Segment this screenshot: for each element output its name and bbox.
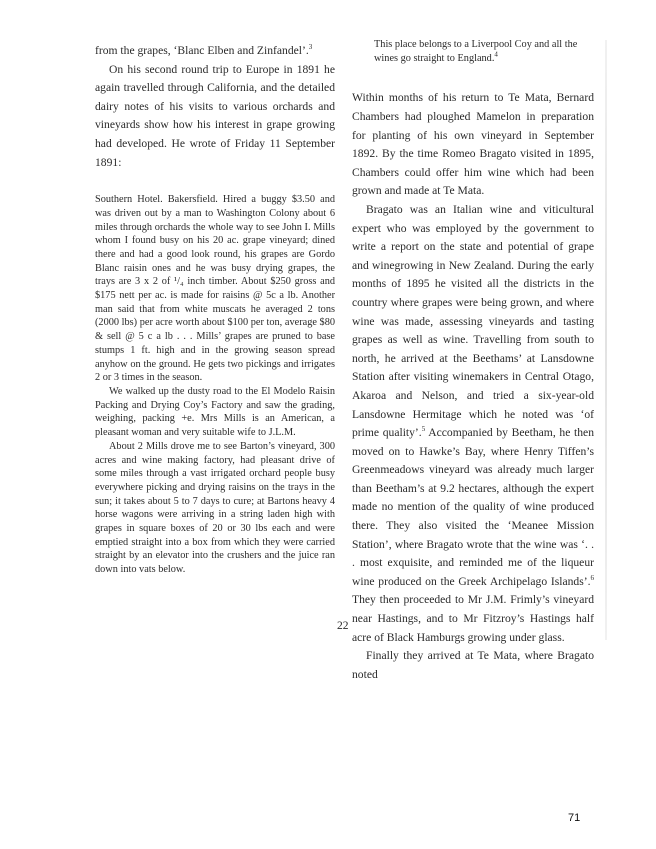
paragraph-text: Bragato was an Italian wine and viticultural expert who was employed by the government to write a report on the state and potential of grape and winegrowing in New Zealand. During the early months of 1895 he visited all the districts in the country where grapes were being grown, and where wine was made, assessing vineyards and tasting grapes as well as wine. Travelling from south to north, he arrived at the Beethams’ at Lansdowne Station after visiting winemakers in Central Otago, Akaroa and Nelson, and tried a six-year-old Lansdowne Hermitage which he noted was ‘of prime quality’. [352,202,594,440]
footnote-marker: 6 [590,573,594,582]
paragraph-finally: Finally they arrived at Te Mata, where Bragato noted [352,649,594,681]
left-column [95,42,335,577]
footnote-marker: 5 [421,425,426,434]
quote-text: This place belongs to a Liverpool Coy and all the wines go straight to England. [374,39,578,64]
diary-quote-liverpool [352,38,594,65]
paragraph-text: They then proceeded to Mr J.M. Frimly’s vineyard near Hastings, and to Mr Fitzroy’s Hastings half acre of Black Hamburgs growing under glass. [352,593,594,644]
paragraph-te-mata: Within months of his return to Te Mata, Bernard Chambers had ploughed Mamelon in preparation for planting of his own vineyard in September 1892. By the time Romeo Bragato visited in 1895, Chambers could offer him wine which had been grown and made at Te Mata. [352,91,594,198]
diary-quote-bartons: About 2 Mills drove me to see Barton’s vineyard, 300 acres and wine making factory, had pleasant drive of some miles through a vast irrigated orchard people busy everywhere picking and drying raisins on the trays in the sun; it takes about 5 to 7 days to cure; at Bartons heavy 4 horse wagons were arriving in a string laden high with grapes in square boxes of 20 or 30 lbs each and were emptied straight into a box from which they were carried straight by an elevator into the crushers and the juice ran down into vats below. [95,440,335,576]
paragraph-continuation [95,42,335,61]
paragraph-text: Accompanied by Beetham, he then moved on to Hawke’s Bay, where Henry Tiffen’s Greenmeadows vineyard was already much larger than Beetham’s at 9.2 hectares, although the expert made no mention of the quality of wine produced there. They also visited the ‘Meanee Mission Station’, where Bragato wrote that the wine was ‘. . . most exquisite, and reminded me of the liqueur wine produced on the Greek Archipelago Islands’. [352,426,594,588]
paragraph-second-trip: On his second round trip to Europe in 1891 he again travelled through California, and the detailed dairy notes of his visits to various orchards and vineyards show how his interest in grape growing had developed. He wrote of Friday 11 September 1891: [95,62,335,169]
paragraph-bragato [352,201,594,647]
scan-edge-shadow [605,40,607,640]
diary-quote-hotel: Southern Hotel. Bakersfield. Hired a buggy $3.50 and was driven out by a man to Washington Colony about 6 miles through orchards the whole way to see John I. Mills whom I found busy on his 20 ac. grape vineyard; dined there and had a good look round, his grapes are Gordo Blanc raisin ones and he was busy drying grapes, the trays are 3 x 2 of ¹/₄ inch timber. About $250 gross and $175 nett per ac. is made for raisins @ 5c a lb. Another man said that from white muscats he averaged 2 tons (2000 lbs) per acre worth about $100 per ton, average $80 & sell @ 5 c a lb . . . Mills’ grapes are pruned to base stumps 1 ft. high and in the growing season spread anyhow on the ground. He gets two pickings and irrigates 2 or 3 times in the season. [95,194,335,384]
paragraph-text: from the grapes, ‘Blanc Elben and Zinfandel’. [95,44,309,57]
right-column [352,38,594,684]
book-page-number: 22 [337,620,349,632]
footnote-marker: 3 [308,43,313,52]
document-page-number: 71 [568,812,581,824]
diary-quote-factory: We walked up the dusty road to the El Modelo Raisin Packing and Drying Coy’s Factory and saw the grading, weighing, packing +e. Mrs Mills is an American, a pleasant woman and very suitable wife to J.L.M. [95,386,335,439]
footnote-marker: 4 [494,50,498,59]
